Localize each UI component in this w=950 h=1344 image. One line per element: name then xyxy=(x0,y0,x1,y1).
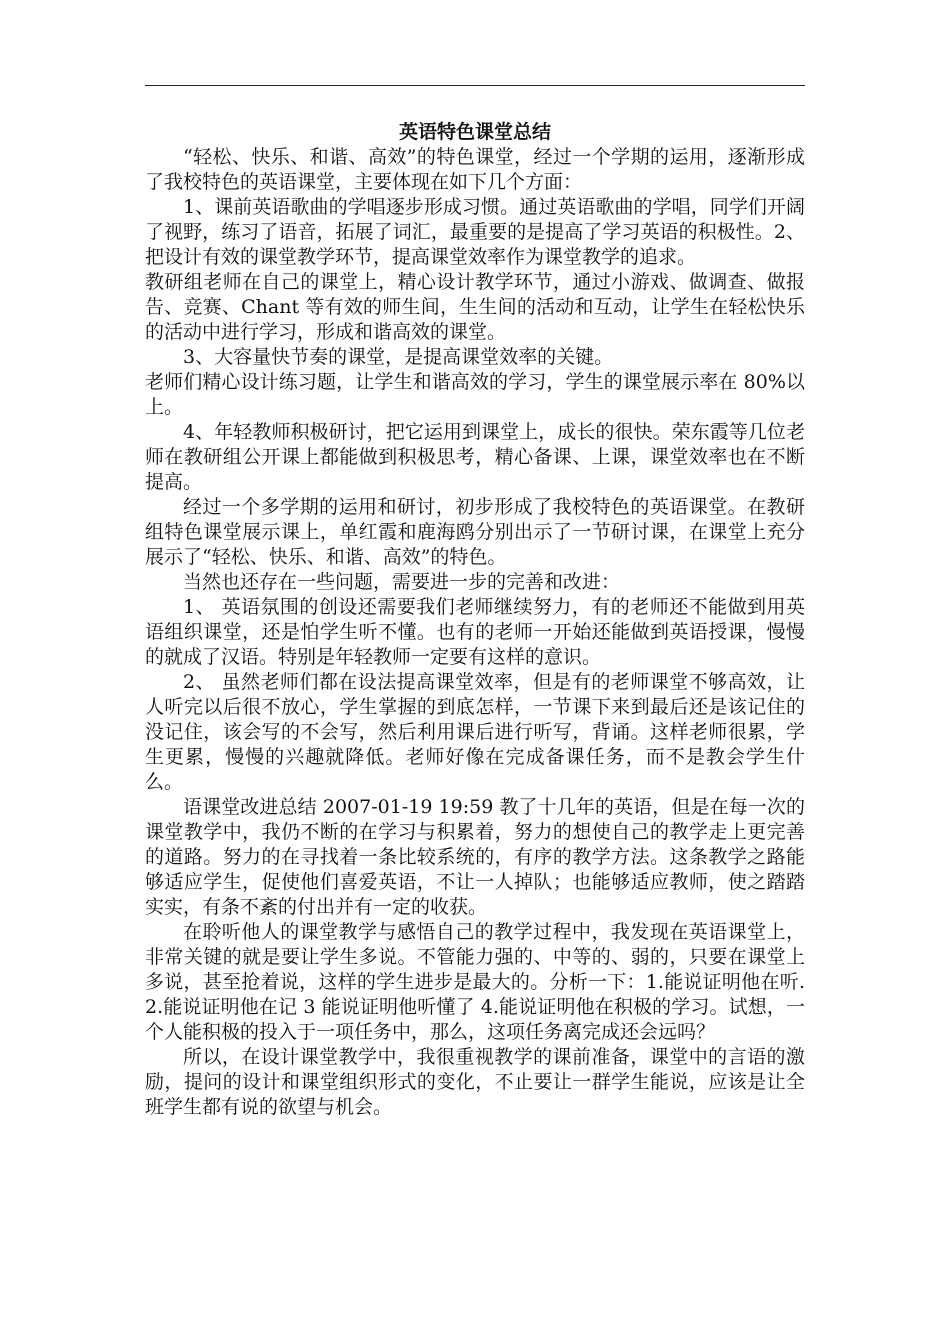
document-title: 英语特色课堂总结 xyxy=(398,121,551,143)
paragraph: “轻松、快乐、和谐、高效”的特色课堂，经过一个学期的运用，逐渐形成了我校特色的英语课堂，主要体现在如下几个方面： xyxy=(145,146,805,193)
paragraph: 3、大容量快节奏的课堂，是提高课堂效率的关键。 xyxy=(183,346,614,368)
paragraph: 经过一个多学期的运用和研讨，初步形成了我校特色的英语课堂。在教研组特色课堂展示课上，单红霞和鹿海鸥分别出示了一节研讨课，在课堂上充分展示了“轻松、快乐、和谐、高效”的特色。 xyxy=(145,496,805,568)
paragraph: 老师们精心设计练习题，让学生和谐高效的学习，学生的课堂展示率在 80%以上。 xyxy=(145,371,805,418)
paragraph: 当然也还存在一些问题，需要进一步的完善和改进： xyxy=(183,571,621,593)
paragraph: 1、课前英语歌曲的学唱逐步形成习惯。通过英语歌曲的学唱，同学们开阔了视野，练习了语音，拓展了词汇，最重要的是提高了学习英语的积极性。2、把设计有效的课堂教学环节，提高课堂效率作为课堂教学的追求。 xyxy=(145,196,805,268)
paragraph: 教研组老师在自己的课堂上，精心设计教学环节，通过小游戏、做调查、做报告、竞赛、Chant 等有效的师生间，生生间的活动和互动，让学生在轻松快乐的活动中进行学习，形成和谐高效的课堂。 xyxy=(145,271,805,343)
paragraph: 2、 虽然老师们都在设法提高课堂效率，但是有的老师课堂不够高效，让人听完以后很不放心，学生掌握的到底怎样，一节课下来到最后还是该记住的没记住，该会写的不会写，然后利用课后进行听写，背诵。这样老师很累，学生更累，慢慢的兴趣就降低。老师好像在完成备课任务，而不是教会学生什么。 xyxy=(145,671,805,793)
paragraph: 所以，在设计课堂教学中，我很重视教学的课前准备，课堂中的言语的激励，提问的设计和课堂组织形式的变化，不止要让一群学生能说，应该是让全班学生都有说的欲望与机会。 xyxy=(145,1046,805,1118)
paragraph: 在聆听他人的课堂教学与感悟自己的教学过程中，我发现在英语课堂上，非常关键的就是要让学生多说。不管能力强的、中等的、弱的，只要在课堂上多说，甚至抢着说，这样的学生进步是最大的。分析一下：1.能说证明他在听.2.能说证明他在记 3 能说证明他听懂了 4.能说证明他在积极的学习。试想，一个人能积极的投入于一项任务中，那么，这项任务离完成还会远吗？ xyxy=(145,921,805,1043)
paragraph: 1、 英语氛围的创设还需要我们老师继续努力，有的老师还不能做到用英语组织课堂，还是怕学生听不懂。也有的老师一开始还能做到英语授课，慢慢的就成了汉语。特别是年轻教师一定要有这样的意识。 xyxy=(145,596,805,668)
paragraph: 语课堂改进总结 2007-01-19 19:59 教了十几年的英语，但是在每一次的课堂教学中，我仍不断的在学习与积累着，努力的想使自己的教学走上更完善的道路。努力的在寻找着一条比较系统的，有序的教学方法。这条教学之路能够适应学生，促使他们喜爱英语，不让一人掉队；也能够适应教师，使之踏踏实实，有条不紊的付出并有一定的收获。 xyxy=(145,796,805,918)
document-body xyxy=(145,120,805,1120)
header-rule xyxy=(145,85,805,86)
paragraph: 4、年轻教师积极研讨，把它运用到课堂上，成长的很快。荣东霞等几位老师在教研组公开课上都能做到积极思考，精心备课、上课，课堂效率也在不断提高。 xyxy=(145,421,805,493)
